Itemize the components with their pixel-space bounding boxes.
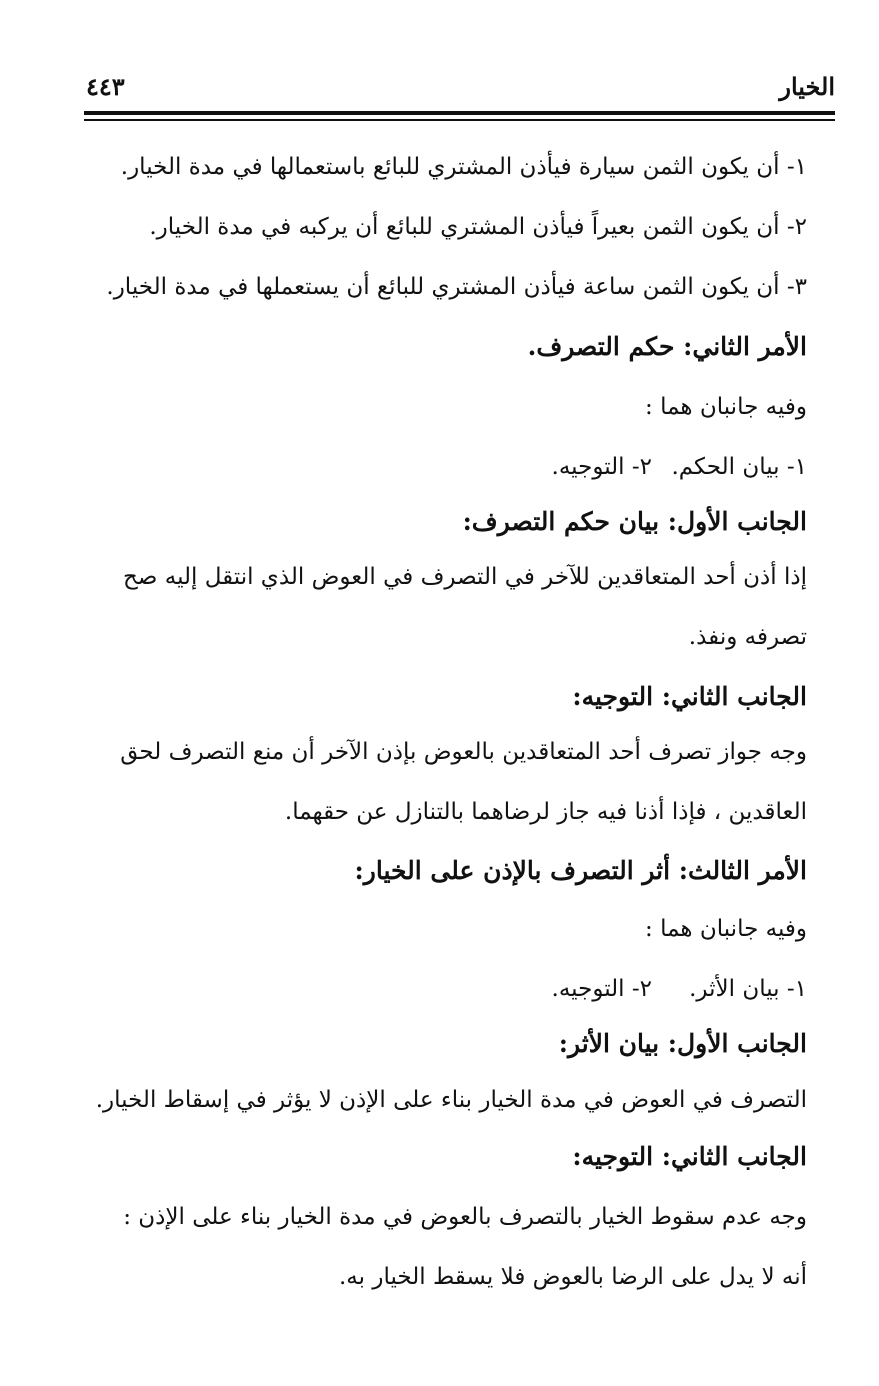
page-number: ٤٤٣ [86,72,125,101]
running-header-title: الخيار [779,72,835,101]
subheading-second-aspect: الجانب الثاني: التوجيه: [572,1142,807,1171]
subheading-first-aspect: الجانب الأول: بيان الأثر: [558,1029,807,1058]
paragraph-line: تصرفه ونفذ. [688,624,807,650]
two-column-list [84,970,807,1008]
subheading-second-aspect: الجانب الثاني: التوجيه: [572,682,807,711]
two-column-list [84,448,807,486]
paragraph-line: وفيه جانبان هما : [645,394,807,420]
list-item-2: ٢- أن يكون الثمن بعيراً فيأذن المشتري للبائع أن يركبه في مدة الخيار. [149,214,807,240]
header-rule-thin [84,119,835,121]
paragraph-line: العاقدين ، فإذا أذنا فيه جاز لرضاهما بالتنازل عن حقهما. [284,799,807,825]
list-item-3: ٣- أن يكون الثمن ساعة فيأذن المشتري للبائع أن يستعملها في مدة الخيار. [106,274,807,300]
section-heading-second-matter: الأمر الثاني: حكم التصرف. [527,332,807,361]
subheading-first-aspect: الجانب الأول: بيان حكم التصرف: [462,507,807,536]
paragraph-line: أنه لا يدل على الرضا بالعوض فلا يسقط الخيار به. [338,1264,807,1290]
list-item-ruling: ١- بيان الحكم. [671,454,807,480]
list-item-1: ١- أن يكون الثمن سيارة فيأذن المشتري للبائع باستعمالها في مدة الخيار. [120,154,807,180]
list-item-reasoning: ٢- التوجيه. [551,976,652,1002]
paragraph-line: التصرف في العوض في مدة الخيار بناء على الإذن لا يؤثر في إسقاط الخيار. [95,1087,807,1113]
list-item-reasoning: ٢- التوجيه. [551,454,652,480]
header-rule-thick [84,111,835,115]
list-item-effect: ١- بيان الأثر. [689,976,807,1002]
paragraph-line: وفيه جانبان هما : [645,916,807,942]
paragraph-line: وجه جواز تصرف أحد المتعاقدين بالعوض بإذن الآخر أن منع التصرف لحق [120,739,807,765]
section-heading-third-matter: الأمر الثالث: أثر التصرف بالإذن على الخيار: [354,856,807,885]
paragraph-line: وجه عدم سقوط الخيار بالتصرف بالعوض في مدة الخيار بناء على الإذن : [123,1204,807,1230]
paragraph-line: إذا أذن أحد المتعاقدين للآخر في التصرف في العوض الذي انتقل إليه صح [123,564,807,590]
